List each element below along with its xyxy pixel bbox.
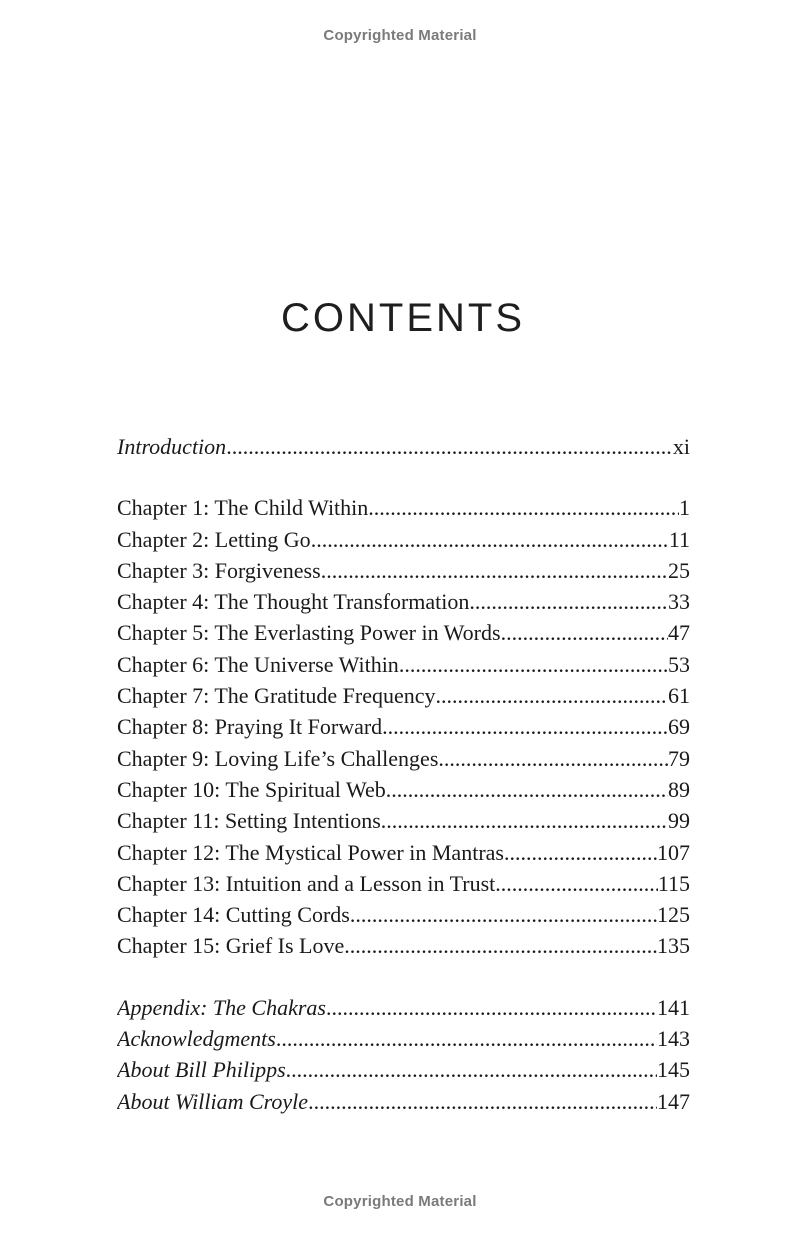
dot-leader — [399, 649, 668, 680]
toc-entry-label: Chapter 6: The Universe Within — [117, 651, 399, 677]
toc-entry-label: Chapter 4: The Thought Transformation — [117, 589, 470, 615]
dot-leader — [495, 868, 658, 899]
toc-entry-page: 25 — [668, 557, 690, 583]
toc-entry-chapter-12[interactable] — [117, 837, 690, 868]
toc-chapters — [117, 492, 690, 961]
toc-entry-label: Chapter 10: The Spiritual Web — [117, 776, 386, 802]
dot-leader — [436, 680, 669, 711]
toc-entry-label: Chapter 15: Grief Is Love — [117, 933, 345, 959]
dot-leader — [276, 1023, 657, 1054]
dot-leader — [311, 524, 669, 555]
dot-leader — [326, 992, 657, 1023]
toc-entry-page: 107 — [657, 839, 690, 865]
toc-entry-appendix[interactable] — [117, 992, 690, 1023]
toc-entry-page: 135 — [657, 933, 690, 959]
toc-entry-label: About Bill Philipps — [117, 1057, 286, 1083]
dot-leader — [350, 899, 657, 930]
toc-entry-about-william-croyle[interactable] — [117, 1086, 690, 1117]
toc-entry-label: Chapter 2: Letting Go — [117, 526, 311, 552]
dot-leader — [501, 617, 668, 648]
toc-front-matter — [117, 431, 690, 462]
toc-back-matter — [117, 992, 690, 1117]
toc-entry-label: Chapter 9: Loving Life’s Challenges — [117, 745, 439, 771]
page-title: CONTENTS — [281, 296, 525, 340]
toc-entry-page: 1 — [679, 495, 690, 521]
toc-entry-page: 33 — [668, 589, 690, 615]
dot-leader — [386, 774, 668, 805]
dot-leader — [438, 743, 668, 774]
toc-entry-label: Acknowledgments — [117, 1026, 276, 1052]
toc-entry-introduction[interactable] — [117, 431, 690, 462]
copyright-notice-bottom: Copyrighted Material — [323, 1193, 477, 1210]
toc-entry-chapter-13[interactable] — [117, 868, 690, 899]
toc-entry-chapter-1[interactable] — [117, 492, 690, 523]
toc-entry-label: About William Croyle — [117, 1088, 309, 1114]
toc-entry-page: 47 — [668, 620, 690, 646]
toc-entry-page: 141 — [657, 994, 690, 1020]
dot-leader — [321, 555, 668, 586]
toc-entry-label: Chapter 11: Setting Intentions — [117, 808, 381, 834]
toc-entry-chapter-10[interactable] — [117, 774, 690, 805]
toc-entry-page: 115 — [657, 870, 690, 896]
dot-leader — [381, 805, 668, 836]
copyright-notice-top: Copyrighted Material — [323, 27, 477, 44]
toc-entry-chapter-6[interactable] — [117, 649, 690, 680]
toc-entry-chapter-3[interactable] — [117, 555, 690, 586]
toc-entry-chapter-9[interactable] — [117, 743, 690, 774]
toc-entry-page: 53 — [668, 651, 690, 677]
dot-leader — [368, 492, 679, 523]
toc-entry-page: 99 — [668, 808, 690, 834]
dot-leader — [344, 930, 657, 961]
toc-entry-page: xi — [672, 434, 690, 459]
toc-entry-page: 125 — [657, 902, 690, 928]
table-of-contents — [117, 431, 690, 1117]
toc-entry-chapter-4[interactable] — [117, 586, 690, 617]
dot-leader — [469, 586, 668, 617]
dot-leader — [504, 837, 657, 868]
toc-entry-chapter-2[interactable] — [117, 524, 690, 555]
toc-entry-page: 11 — [668, 526, 690, 552]
toc-entry-chapter-11[interactable] — [117, 805, 690, 836]
toc-entry-page: 79 — [668, 745, 690, 771]
toc-entry-label: Chapter 1: The Child Within — [117, 495, 369, 521]
toc-entry-label: Chapter 14: Cutting Cords — [117, 902, 350, 928]
toc-entry-chapter-5[interactable] — [117, 617, 690, 648]
toc-entry-label: Introduction — [117, 434, 227, 459]
toc-entry-page: 143 — [657, 1026, 690, 1052]
dot-leader — [382, 711, 668, 742]
toc-entry-label: Chapter 5: The Everlasting Power in Words — [117, 620, 501, 646]
toc-entry-page: 147 — [657, 1088, 690, 1114]
dot-leader — [226, 431, 673, 462]
toc-entry-about-bill-philipps[interactable] — [117, 1054, 690, 1085]
toc-entry-page: 61 — [668, 683, 690, 709]
toc-entry-chapter-14[interactable] — [117, 899, 690, 930]
toc-entry-label: Chapter 13: Intuition and a Lesson in Trust — [117, 870, 496, 896]
toc-entry-chapter-7[interactable] — [117, 680, 690, 711]
toc-entry-label: Chapter 8: Praying It Forward — [117, 714, 383, 740]
toc-entry-chapter-8[interactable] — [117, 711, 690, 742]
toc-entry-label: Appendix: The Chakras — [117, 994, 326, 1020]
toc-entry-acknowledgments[interactable] — [117, 1023, 690, 1054]
dot-leader — [286, 1054, 657, 1085]
toc-entry-label: Chapter 3: Forgiveness — [117, 557, 321, 583]
toc-entry-chapter-15[interactable] — [117, 930, 690, 961]
toc-entry-page: 145 — [657, 1057, 690, 1083]
toc-entry-page: 89 — [668, 776, 690, 802]
toc-entry-label: Chapter 12: The Mystical Power in Mantras — [117, 839, 504, 865]
dot-leader — [308, 1086, 657, 1117]
toc-entry-page: 69 — [668, 714, 690, 740]
toc-entry-label: Chapter 7: The Gratitude Frequency — [117, 683, 436, 709]
